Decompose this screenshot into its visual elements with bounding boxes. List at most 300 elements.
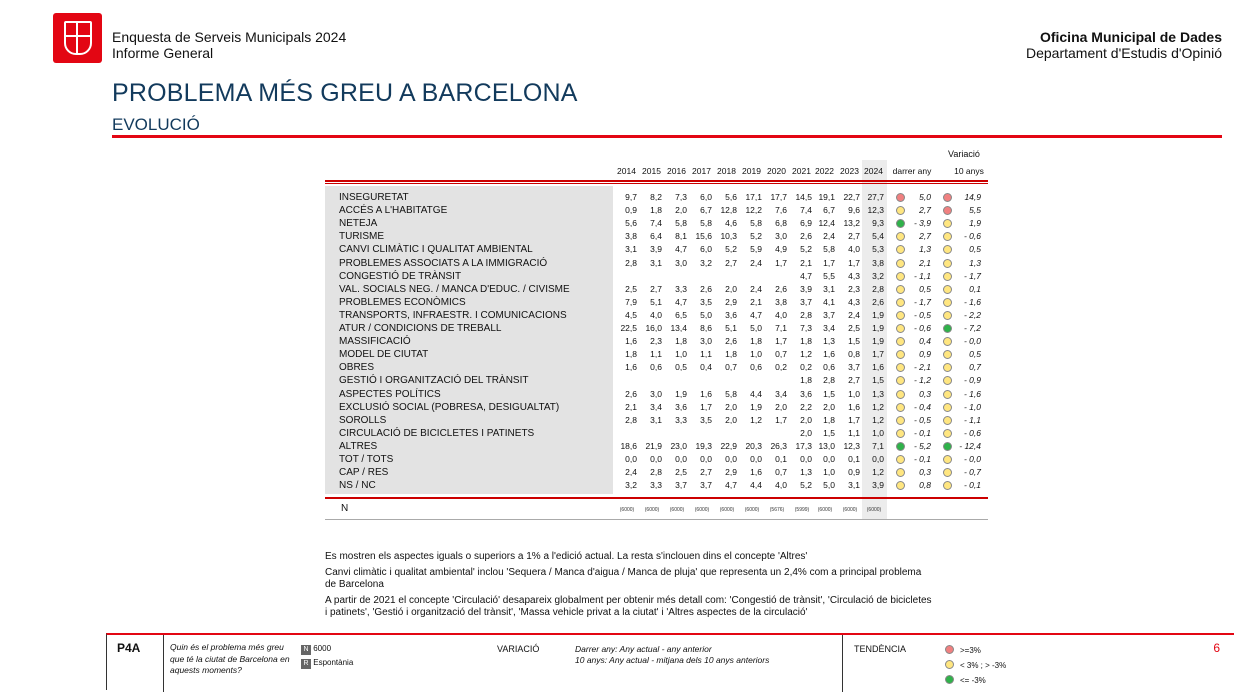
cell-value: 1,8 — [675, 336, 687, 347]
cell-value: 3,7 — [823, 309, 835, 320]
cell-value: 4,4 — [750, 388, 762, 399]
note-3: A partir de 2021 el concepte 'Circulació' desapareix globalment per obtenir més detall com: 'Congestió de trànsit', 'Circulació de bicicletes i patinets', 'Gestió i organització del trànsit', 'Massa vehicle privat a la ciutat' i 'Altres aspectes de la circulació' — [325, 594, 932, 618]
cell-value: 0,4 — [700, 362, 712, 373]
variation-10-years: - 1,6 — [963, 388, 981, 399]
cell-value: 13,4 — [670, 323, 687, 333]
cell-value: 3,4 — [650, 401, 662, 412]
shield-icon — [64, 21, 92, 55]
cell-value: 6,7 — [700, 205, 712, 216]
cell-value: 4,0 — [775, 309, 787, 320]
cell-value: 1,8 — [823, 414, 835, 425]
cell-value: 4,6 — [725, 218, 737, 229]
variation-header: 10 anys — [954, 166, 984, 176]
cell-value: 3,2 — [700, 257, 712, 268]
yellow-dot-icon — [896, 376, 905, 385]
cell-value: 8,1 — [675, 231, 687, 242]
cell-value: 3,0 — [700, 336, 712, 347]
row-label: ALTRES — [339, 440, 378, 452]
yellow-dot-icon — [896, 206, 905, 215]
n-value: (6000) — [619, 507, 635, 513]
variation-header: darrer any — [892, 166, 932, 176]
variation-last-year: 2,1 — [919, 257, 931, 268]
barcelona-logo — [53, 13, 102, 63]
variation-last-year: - 0,6 — [913, 323, 931, 333]
cell-value: 3,2 — [872, 270, 884, 281]
cell-value: 22,7 — [843, 192, 860, 202]
cell-value: 2,4 — [848, 309, 860, 320]
cell-value: 4,0 — [848, 244, 860, 255]
cell-value: 22,9 — [720, 440, 737, 451]
cell-value: 4,7 — [675, 296, 687, 307]
variation-10-years: - 1,7 — [963, 270, 981, 281]
row-label: TOT / TOTS — [339, 454, 394, 465]
n-value: (6000) — [866, 507, 882, 513]
table-row — [0, 217, 1249, 230]
cell-value: 4,5 — [625, 309, 637, 320]
cell-value: 17,7 — [770, 192, 787, 202]
yellow-dot-icon — [945, 660, 954, 669]
table-row — [0, 296, 1249, 309]
variation-last-year: 5,0 — [919, 192, 931, 202]
table-row — [0, 283, 1249, 296]
cell-value: 16,0 — [645, 323, 662, 333]
cell-value: 3,6 — [725, 309, 737, 320]
cell-value: 2,4 — [823, 231, 835, 242]
cell-value: 2,8 — [650, 467, 662, 478]
cell-value: 2,4 — [750, 257, 762, 268]
yellow-dot-icon — [943, 337, 952, 346]
variation-last-year: 2,7 — [919, 205, 931, 216]
n-row-line — [325, 497, 988, 499]
page-title: PROBLEMA MÉS GREU A BARCELONA — [112, 79, 578, 107]
cell-value: 0,8 — [848, 349, 860, 360]
cell-value: 0,7 — [775, 349, 787, 360]
row-label: OBRES — [339, 362, 375, 374]
yellow-dot-icon — [943, 429, 952, 438]
red-dot-icon — [945, 645, 954, 654]
tendencia-label: TENDÈNCIA — [854, 644, 907, 654]
variation-last-year: 0,9 — [919, 349, 931, 360]
cell-value: 0,0 — [872, 454, 884, 464]
cell-value: 3,1 — [650, 257, 662, 268]
variation-last-year: - 0,1 — [913, 454, 931, 464]
cell-value: 1,7 — [775, 414, 787, 425]
page-subtitle: EVOLUCIÓ — [112, 115, 200, 134]
cell-value: 3,0 — [675, 257, 687, 268]
cell-value: 5,0 — [823, 480, 835, 491]
variation-10-years: - 7,2 — [963, 323, 981, 333]
yellow-dot-icon — [896, 337, 905, 346]
cell-value: 2,6 — [800, 231, 812, 242]
report-name: Informe General — [112, 45, 214, 61]
cell-value: 1,7 — [823, 257, 835, 268]
table-row — [0, 348, 1249, 361]
cell-value: 5,5 — [823, 270, 835, 281]
cell-value: 3,1 — [625, 244, 637, 255]
table-row — [0, 388, 1249, 401]
cell-value: 5,9 — [750, 244, 762, 255]
variation-last-year: - 1,7 — [913, 296, 931, 307]
r-badge: R — [301, 659, 311, 669]
cell-value: 4,4 — [750, 480, 762, 491]
variation-10-years: - 0,7 — [963, 467, 981, 478]
n-value: (6000) — [744, 507, 760, 513]
cell-value: 5,6 — [725, 192, 737, 202]
row-label: NS / NC — [339, 480, 376, 492]
table-row — [0, 479, 1249, 492]
cell-value: 4,3 — [848, 296, 860, 307]
row-label: CIRCULACIÓ DE BICICLETES I PATINETS — [339, 427, 535, 439]
year-header: 2023 — [840, 166, 859, 176]
cell-value: 3,0 — [650, 388, 662, 399]
variation-10-years: - 0,6 — [963, 231, 981, 242]
cell-value: 0,0 — [823, 454, 835, 464]
cell-value: 0,2 — [800, 362, 812, 373]
cell-value: 1,5 — [823, 427, 835, 438]
legend-yellow — [945, 659, 1006, 670]
cell-value: 3,9 — [650, 244, 662, 255]
cell-value: 5,1 — [725, 323, 737, 333]
cell-value: 4,0 — [775, 480, 787, 491]
cell-value: 6,4 — [650, 231, 662, 242]
cell-value: 1,0 — [848, 388, 860, 399]
row-label: NETEJA — [339, 218, 378, 230]
cell-value: 12,4 — [818, 218, 835, 229]
yellow-dot-icon — [943, 468, 952, 477]
cell-value: 5,6 — [625, 218, 637, 229]
cell-value: 3,7 — [848, 362, 860, 373]
year-header: 2020 — [767, 166, 786, 176]
green-dot-icon — [945, 675, 954, 684]
yellow-dot-icon — [896, 455, 905, 464]
cell-value: 2,1 — [625, 401, 637, 412]
cell-value: 3,5 — [700, 414, 712, 425]
yellow-dot-icon — [943, 416, 952, 425]
table-row — [0, 401, 1249, 414]
cell-value: 3,3 — [650, 480, 662, 491]
row-label: PROBLEMES ASSOCIATS A LA IMMIGRACIÓ — [339, 257, 548, 269]
title-divider — [112, 135, 1222, 138]
row-label: INSEGURETAT — [339, 192, 409, 203]
cell-value: 5,0 — [750, 323, 762, 333]
cell-value: 2,6 — [625, 388, 637, 399]
n-row-bottom-line — [325, 519, 988, 520]
cell-value: 2,7 — [700, 467, 712, 478]
variation-last-year: - 1,2 — [913, 375, 931, 386]
variacio-header: Variació — [948, 149, 980, 159]
n-value: (6000) — [669, 507, 685, 513]
cell-value: 13,0 — [818, 440, 835, 451]
row-label: CAP / RES — [339, 467, 389, 479]
cell-value: 3,4 — [775, 388, 787, 399]
cell-value: 7,1 — [872, 440, 884, 451]
row-label: CONGESTIÓ DE TRÀNSIT — [339, 270, 462, 282]
cell-value: 3,0 — [775, 231, 787, 242]
table-row — [0, 204, 1249, 217]
cell-value: 9,3 — [872, 218, 884, 229]
cell-value: 3,1 — [848, 480, 860, 491]
row-label: GESTIÓ I ORGANITZACIÓ DEL TRÀNSIT — [339, 375, 529, 387]
cell-value: 2,9 — [725, 296, 737, 307]
cell-value: 4,7 — [675, 244, 687, 255]
cell-value: 3,1 — [650, 414, 662, 425]
row-label: ASPECTES POLÍTICS — [339, 388, 441, 400]
cell-value: 7,3 — [800, 323, 812, 333]
cell-value: 23,0 — [670, 440, 687, 451]
cell-value: 5,0 — [700, 309, 712, 320]
cell-value: 5,8 — [700, 218, 712, 229]
table-row — [0, 440, 1249, 453]
cell-value: 1,6 — [625, 362, 637, 373]
cell-value: 0,9 — [625, 205, 637, 216]
variation-last-year: 0,4 — [919, 336, 931, 347]
yellow-dot-icon — [896, 285, 905, 294]
year-header: 2022 — [815, 166, 834, 176]
variation-last-year: 0,3 — [919, 388, 931, 399]
table-row — [0, 243, 1249, 256]
cell-value: 7,6 — [775, 205, 787, 216]
red-dot-icon — [896, 193, 905, 202]
year-header: 2014 — [617, 166, 636, 176]
variation-10-years: - 1,0 — [963, 401, 981, 412]
year-header: 2021 — [792, 166, 811, 176]
variation-10-years: - 0,6 — [963, 427, 981, 438]
cell-value: 1,5 — [848, 336, 860, 347]
table-row — [0, 322, 1249, 335]
cell-value: 2,4 — [750, 283, 762, 294]
cell-value: 1,6 — [750, 467, 762, 478]
variation-last-year: 0,3 — [919, 467, 931, 478]
variation-10-years: - 1,6 — [963, 296, 981, 307]
cell-value: 5,2 — [800, 244, 812, 255]
n-value: (6000) — [644, 507, 660, 513]
cell-value: 6,5 — [675, 309, 687, 320]
survey-name: Enquesta de Serveis Municipals 2024 — [112, 29, 347, 45]
cell-value: 1,6 — [823, 349, 835, 360]
cell-value: 6,0 — [700, 192, 712, 202]
green-dot-icon — [896, 442, 905, 451]
cell-value: 21,9 — [645, 440, 662, 451]
cell-value: 18,6 — [620, 440, 637, 451]
green-dot-icon — [943, 324, 952, 333]
variacio-label: VARIACIÓ — [497, 644, 540, 654]
table-row — [0, 414, 1249, 427]
table-row — [0, 374, 1249, 387]
cell-value: 5,3 — [872, 244, 884, 255]
cell-value: 1,1 — [700, 349, 712, 360]
cell-value: 0,2 — [775, 362, 787, 373]
variation-last-year: - 0,5 — [913, 414, 931, 425]
yellow-dot-icon — [896, 232, 905, 241]
variation-10-years: - 2,2 — [963, 309, 981, 320]
variation-10-years: - 12,4 — [959, 440, 981, 451]
yellow-dot-icon — [896, 272, 905, 281]
legend-green — [945, 674, 986, 685]
n-value: (6000) — [842, 507, 858, 513]
cell-value: 19,1 — [818, 192, 835, 202]
cell-value: 3,4 — [823, 323, 835, 333]
question-code: P4A — [117, 641, 141, 655]
cell-value: 1,7 — [872, 349, 884, 360]
cell-value: 2,8 — [872, 283, 884, 294]
yellow-dot-icon — [896, 429, 905, 438]
table-row — [0, 361, 1249, 374]
yellow-dot-icon — [943, 376, 952, 385]
legend-yellow-text: < 3% ; > -3% — [960, 661, 1007, 670]
variation-10-years: 0,1 — [969, 283, 981, 294]
cell-value: 5,8 — [750, 218, 762, 229]
yellow-dot-icon — [943, 350, 952, 359]
cell-value: 12,3 — [843, 440, 860, 451]
cell-value: 4,7 — [800, 270, 812, 281]
cell-value: 1,9 — [872, 336, 884, 347]
yellow-dot-icon — [896, 259, 905, 268]
cell-value: 1,7 — [848, 414, 860, 425]
cell-value: 17,1 — [745, 192, 762, 202]
cell-value: 1,2 — [750, 414, 762, 425]
table-row — [0, 466, 1249, 479]
n-label: N — [341, 503, 349, 514]
cell-value: 5,4 — [872, 231, 884, 242]
cell-value: 3,3 — [675, 283, 687, 294]
cell-value: 1,2 — [872, 414, 884, 425]
cell-value: 12,8 — [720, 205, 737, 216]
yellow-dot-icon — [943, 403, 952, 412]
cell-value: 2,0 — [823, 401, 835, 412]
yellow-dot-icon — [943, 311, 952, 320]
cell-value: 1,0 — [750, 349, 762, 360]
n-value: 6000 — [313, 644, 332, 653]
row-label: SOROLLS — [339, 414, 387, 426]
variacio-line-1: Darrer any: Any actual - any anterior — [575, 644, 712, 654]
variation-10-years: 5,5 — [969, 205, 981, 216]
n-value: (6000) — [719, 507, 735, 513]
footer-separator — [842, 635, 843, 692]
cell-value: 1,6 — [872, 362, 884, 373]
cell-value: 17,3 — [795, 440, 812, 451]
cell-value: 2,0 — [775, 401, 787, 412]
cell-value: 1,2 — [872, 467, 884, 478]
response-type-value: Espontània — [313, 658, 354, 667]
cell-value: 1,0 — [823, 467, 835, 478]
cell-value: 2,7 — [650, 283, 662, 294]
table-row — [0, 270, 1249, 283]
cell-value: 4,3 — [848, 270, 860, 281]
cell-value: 2,7 — [848, 231, 860, 242]
cell-value: 0,1 — [848, 454, 860, 464]
cell-value: 4,1 — [823, 296, 835, 307]
cell-value: 13,2 — [843, 218, 860, 229]
cell-value: 5,8 — [823, 244, 835, 255]
yellow-dot-icon — [896, 298, 905, 307]
green-dot-icon — [896, 219, 905, 228]
cell-value: 2,6 — [725, 336, 737, 347]
cell-value: 2,6 — [700, 283, 712, 294]
cell-value: 2,6 — [775, 283, 787, 294]
cell-value: 12,2 — [745, 205, 762, 216]
cell-value: 0,0 — [800, 454, 812, 464]
yellow-dot-icon — [943, 245, 952, 254]
cell-value: 2,0 — [725, 414, 737, 425]
cell-value: 2,3 — [848, 283, 860, 294]
variation-10-years: 1,3 — [969, 257, 981, 268]
variation-last-year: - 3,9 — [913, 218, 931, 229]
cell-value: 3,1 — [823, 283, 835, 294]
cell-value: 2,2 — [800, 401, 812, 412]
cell-value: 19,3 — [695, 440, 712, 451]
cell-value: 1,8 — [725, 349, 737, 360]
cell-value: 3,9 — [800, 283, 812, 294]
cell-value: 4,7 — [750, 309, 762, 320]
cell-value: 0,0 — [650, 454, 662, 464]
cell-value: 1,0 — [675, 349, 687, 360]
yellow-dot-icon — [896, 324, 905, 333]
cell-value: 7,4 — [650, 218, 662, 229]
row-label: TRANSPORTS, INFRAESTR. I COMUNICACIONS — [339, 309, 567, 321]
cell-value: 9,7 — [625, 192, 637, 202]
yellow-dot-icon — [943, 232, 952, 241]
footer — [106, 633, 1234, 690]
cell-value: 4,7 — [725, 480, 737, 491]
yellow-dot-icon — [896, 468, 905, 477]
table-row — [0, 257, 1249, 270]
cell-value: 0,1 — [775, 454, 787, 464]
cell-value: 2,1 — [800, 257, 812, 268]
variation-10-years: 1,9 — [969, 218, 981, 229]
row-label: ATUR / CONDICIONS DE TREBALL — [339, 323, 502, 334]
cell-value: 1,9 — [872, 323, 884, 333]
red-dot-icon — [943, 193, 952, 202]
table-row — [0, 453, 1249, 466]
cell-value: 2,8 — [800, 309, 812, 320]
variation-last-year: 0,8 — [919, 480, 931, 491]
cell-value: 14,5 — [795, 192, 812, 202]
variation-last-year: - 2,1 — [913, 362, 931, 373]
yellow-dot-icon — [943, 285, 952, 294]
cell-value: 15,6 — [695, 231, 712, 242]
variation-last-year: 2,7 — [919, 231, 931, 242]
yellow-dot-icon — [943, 298, 952, 307]
cell-value: 10,3 — [720, 231, 737, 242]
yellow-dot-icon — [896, 481, 905, 490]
response-type — [301, 658, 353, 669]
cell-value: 4,9 — [775, 244, 787, 255]
cell-value: 7,4 — [800, 205, 812, 216]
year-header: 2024 — [864, 166, 883, 176]
cell-value: 0,7 — [725, 362, 737, 373]
row-label: TURISME — [339, 231, 384, 243]
cell-value: 2,5 — [625, 283, 637, 294]
variation-last-year: 1,3 — [919, 244, 931, 255]
cell-value: 1,2 — [800, 349, 812, 360]
year-header: 2015 — [642, 166, 661, 176]
cell-value: 5,2 — [800, 480, 812, 491]
cell-value: 1,8 — [800, 375, 812, 386]
row-label: MODEL DE CIUTAT — [339, 349, 429, 361]
cell-value: 0,0 — [700, 454, 712, 464]
cell-value: 2,0 — [725, 283, 737, 294]
cell-value: 1,0 — [872, 427, 884, 438]
cell-value: 0,6 — [750, 362, 762, 373]
cell-value: 5,2 — [750, 231, 762, 242]
yellow-dot-icon — [896, 245, 905, 254]
variation-last-year: - 0,1 — [913, 427, 931, 438]
variation-10-years: - 0,1 — [963, 480, 981, 491]
question-text: Quin és el problema més greu que té la ciutat de Barcelona en aquests moments? — [170, 642, 290, 675]
cell-value: 9,6 — [848, 205, 860, 216]
cell-value: 1,1 — [848, 427, 860, 438]
cell-value: 1,8 — [650, 205, 662, 216]
